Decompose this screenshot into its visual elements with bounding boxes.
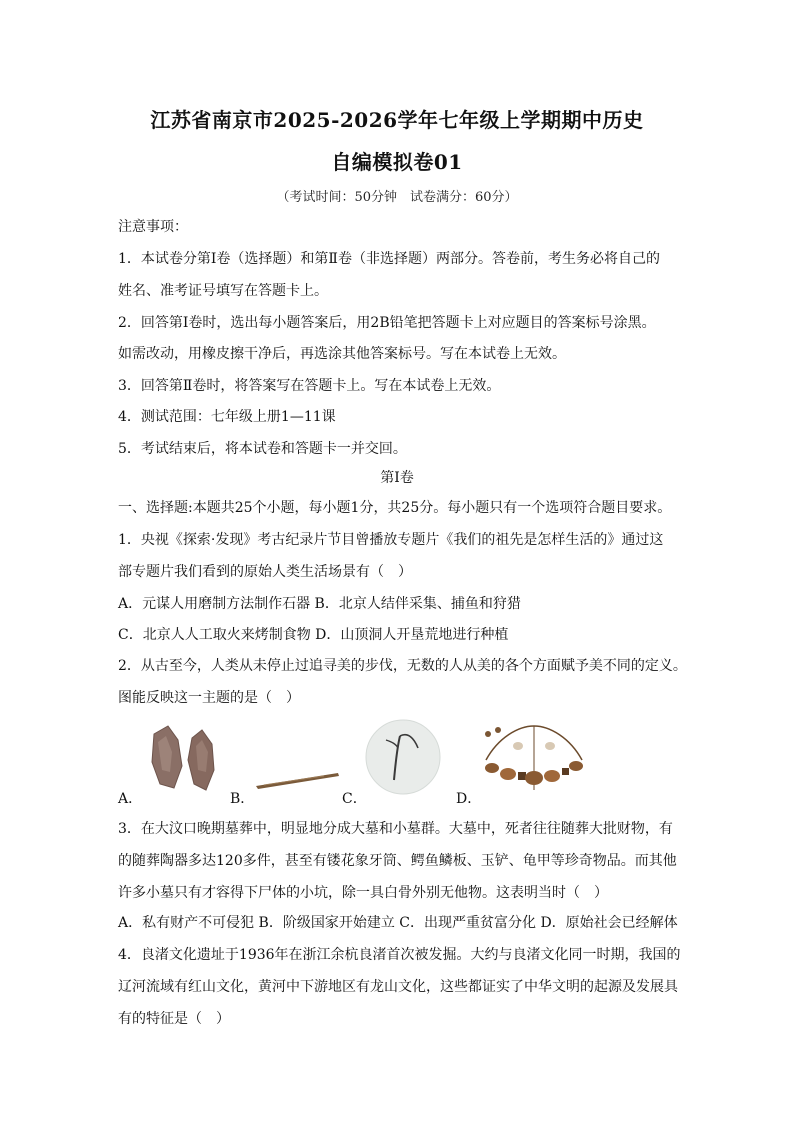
- question-2-stem-cont: 图能反映这一主题的是（ ）: [118, 690, 300, 706]
- option-b-label: B．: [230, 791, 255, 807]
- necklace-ornament-image: [478, 720, 590, 800]
- note-item: 3．回答第Ⅱ卷时，将答案写在答题卡上。写在本试卷上无效。: [118, 378, 501, 394]
- section-instruction: 一、选择题:本题共25个小题，每小题1分，共25分。每小题只有一个选项符合题目要求。: [118, 500, 672, 516]
- question-4-stem-cont2: 有的特征是（ ）: [118, 1011, 230, 1027]
- question-1-options-cd: C．北京人人工取火来烤制食物 D．山顶洞人开垦荒地进行种植: [118, 627, 509, 643]
- exam-time-info: （考试时间：50分钟 试卷满分：60分）: [276, 190, 518, 205]
- page-title-line1: 江苏省南京市2025-2026学年七年级上学期期中历史: [150, 108, 644, 132]
- note-item: 5．考试结束后，将本试卷和答题卡一并交回。: [118, 441, 407, 457]
- note-item: 1．本试卷分第Ⅰ卷（选择题）和第Ⅱ卷（非选择题）两部分。答卷前，考生务必将自己的: [118, 251, 660, 267]
- section-title: 第Ⅰ卷: [380, 470, 414, 486]
- question-1-stem: 1．央视《探索·发现》考古纪录片节目曾播放专题片《我们的祖先是怎样生活的》通过这: [118, 532, 664, 548]
- stone-tools-image: [144, 722, 222, 798]
- note-item: 如需改动，用橡皮擦干净后，再选涂其他答案标号。写在本试卷上无效。: [118, 346, 566, 362]
- question-1-options-ab: A．元谋人用磨制方法制作石器 B．北京人结伴采集、捕鱼和狩猎: [118, 596, 521, 612]
- question-2-image-options: [118, 718, 698, 808]
- note-item: 4．测试范围：七年级上册1—11课: [118, 409, 336, 425]
- bone-needle-image: [254, 768, 340, 790]
- needle-plate-image: [364, 718, 442, 796]
- question-2-stem: 2．从古至今，人类从未停止过追寻美的步伐，无数的人从美的各个方面赋予美不同的定义。: [118, 658, 687, 674]
- option-a-label: A．: [118, 791, 143, 807]
- question-4-stem-cont: 辽河流域有红山文化，黄河中下游地区有龙山文化，这些都证实了中华文明的起源及发展具: [118, 979, 678, 995]
- notes-heading: 注意事项：: [118, 219, 188, 235]
- question-3-stem-cont: 的随葬陶器多达120多件，甚至有镂花象牙筒、鳄鱼鳞板、玉铲、龟甲等珍奇物品。而其他: [118, 853, 677, 869]
- option-d-label: D．: [456, 791, 482, 807]
- question-3-stem: 3．在大汶口晚期墓葬中，明显地分成大墓和小墓群。大墓中，死者往往随葬大批财物，有: [118, 821, 673, 837]
- option-c-label: C．: [342, 791, 367, 807]
- question-4-stem: 4．良渚文化遗址于1936年在浙江余杭良渚首次被发掘。大约与良渚文化同一时期，我国的: [118, 947, 681, 963]
- question-3-options: A．私有财产不可侵犯 B．阶级国家开始建立 C．出现严重贫富分化 D．原始社会已经解体: [118, 915, 678, 931]
- question-1-stem-cont: 部专题片我们看到的原始人类生活场景有（ ）: [118, 564, 412, 580]
- page-title-line2: 自编模拟卷01: [331, 150, 463, 174]
- note-item: 姓名、准考证号填写在答题卡上。: [118, 283, 328, 299]
- note-item: 2．回答第Ⅰ卷时，选出每小题答案后，用2B铅笔把答题卡上对应题目的答案标号涂黑。: [118, 315, 656, 331]
- question-3-stem-cont2: 许多小墓只有才容得下尸体的小坑，除一具白骨外别无他物。这表明当时（ ）: [118, 885, 608, 901]
